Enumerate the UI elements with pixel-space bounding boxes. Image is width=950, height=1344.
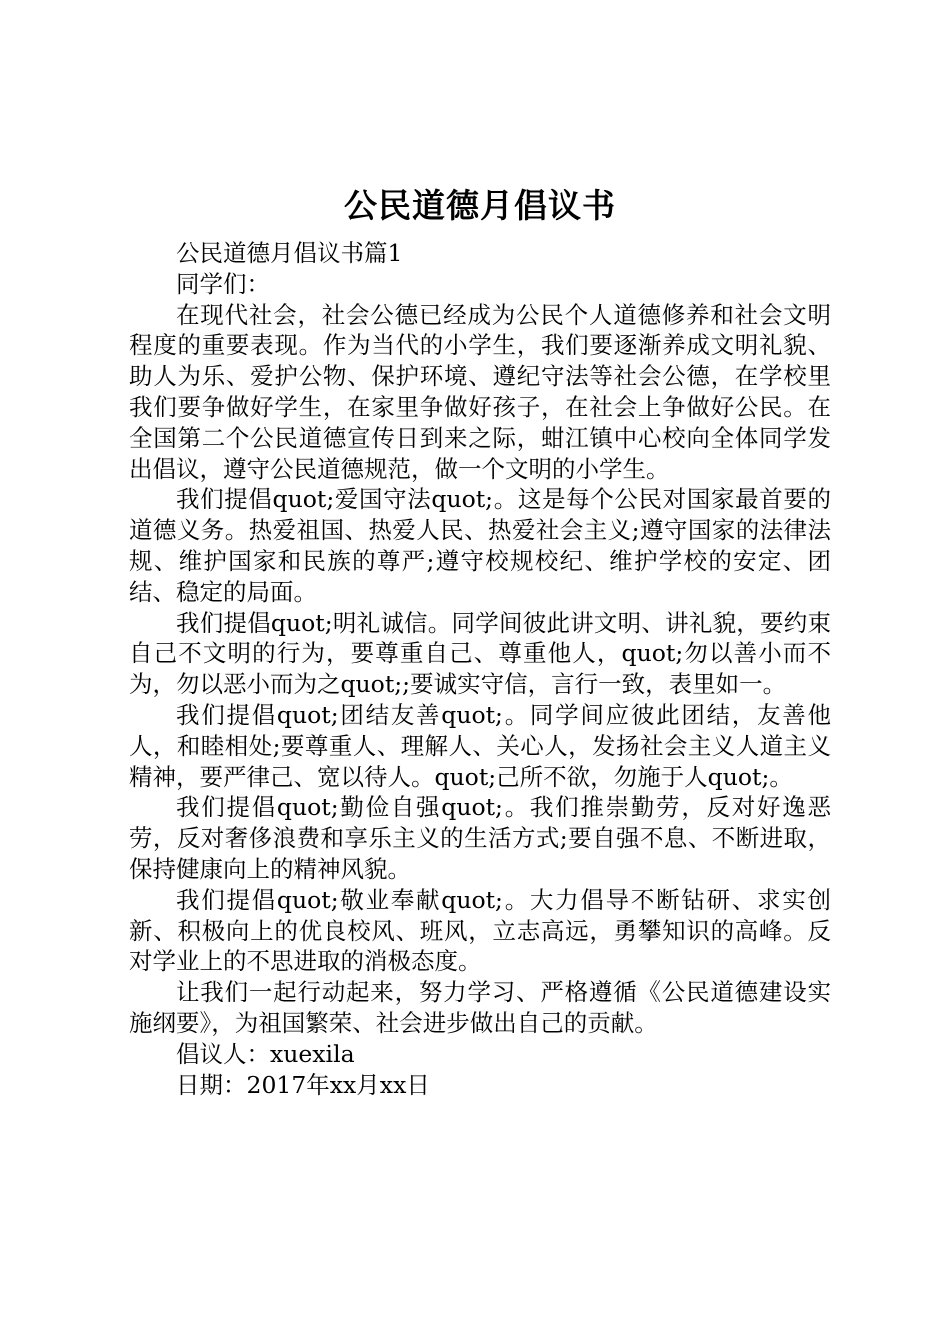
paragraph-thrift: 我们提倡quot;勤俭自强quot;。我们推崇勤劳，反对好逸恶劳，反对奢侈浪费和享乐主义的生活方式;要自强不息、不断进取，保持健康向上的精神风貌。 [129, 793, 831, 883]
paragraph-patriotism: 我们提倡quot;爱国守法quot;。这是每个公民对国家最首要的道德义务。热爱祖国、热爱人民、热爱社会主义;遵守国家的法律法规、维护国家和民族的尊严;遵守校规校纪、维护学校的安定、团结、稳定的局面。 [129, 485, 831, 606]
date-line: 日期：2017年xx月xx日 [176, 1070, 430, 1099]
document-title: 公民道德月倡议书 [344, 186, 616, 225]
salutation: 同学们： [176, 269, 270, 298]
paragraph-unity: 我们提倡quot;团结友善quot;。同学间应彼此团结，友善他人，和睦相处;要尊重人、理解人、关心人，发扬社会主义人道主义精神，要严律己、宽以待人。quot;己所不欲，勿施于人quot;。 [129, 700, 831, 791]
paragraph-intro: 在现代社会，社会公德已经成为公民个人道德修养和社会文明程度的重要表现。作为当代的小学生，我们要逐渐养成文明礼貌、助人为乐、爱护公物、保护环境、遵纪守法等社会公德，在学校里我们要争做好学生，在家里争做好孩子，在社会上争做好公民。在全国第二个公民道德宣传日到来之际，蚶江镇中心校向全体同学发出倡议，遵守公民道德规范，做一个文明的小学生。 [129, 300, 831, 483]
paragraph-dedication: 我们提倡quot;敬业奉献quot;。大力倡导不断钻研、求实创新、积极向上的优良校风、班风，立志高远，勇攀知识的高峰。反对学业上的不思进取的消极态度。 [129, 885, 831, 976]
paragraph-closing: 让我们一起行动起来，努力学习、严格遵循《公民道德建设实施纲要》，为祖国繁荣、社会进步做出自己的贡献。 [129, 978, 831, 1037]
section-heading: 公民道德月倡议书篇1 [176, 239, 403, 267]
document-body [129, 238, 831, 1100]
initiator-line: 倡议人：xuexila [176, 1039, 355, 1068]
paragraph-courtesy: 我们提倡quot;明礼诚信。同学间彼此讲文明、讲礼貌，要约束自己不文明的行为，要尊重自己、尊重他人，quot;勿以善小而不为，勿以恶小而为之quot;;要诚实守信，言行一致，表里如一。 [129, 608, 831, 699]
